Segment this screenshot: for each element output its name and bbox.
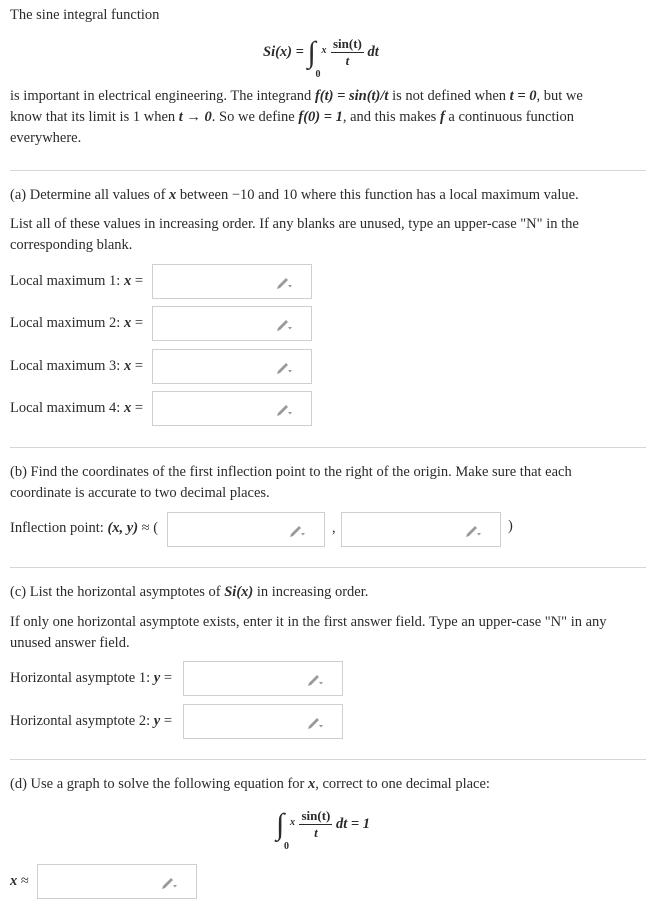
local-max-2-label: Local maximum 2: x =	[10, 315, 144, 331]
part-c-instructions: If only one horizontal asymptote exists, enter it in the first answer field. Type an upper-case "N" in any unused answer field.	[10, 614, 607, 651]
local-max-2-input[interactable]	[152, 306, 312, 341]
pencil-icon[interactable]	[160, 874, 178, 890]
integrand-fraction	[299, 808, 332, 841]
integral-sign: ∫ x 0	[276, 807, 295, 852]
asymptote-1-input[interactable]	[183, 661, 343, 696]
inflection-y-input[interactable]	[341, 512, 501, 547]
answer-x-label: x ≈	[10, 873, 29, 889]
pencil-icon[interactable]	[306, 671, 324, 687]
pencil-icon[interactable]	[306, 714, 324, 730]
local-max-4-input[interactable]	[152, 391, 312, 426]
inflection-x-input[interactable]	[167, 512, 325, 547]
local-max-3-input[interactable]	[152, 349, 312, 384]
close-paren: )	[508, 518, 513, 534]
asymptote-2-label: Horizontal asymptote 2: y =	[10, 713, 173, 729]
si-lhs: Si(x) =	[263, 43, 304, 60]
pencil-icon[interactable]	[275, 359, 293, 375]
local-max-1-label: Local maximum 1: x =	[10, 273, 144, 289]
part-d-question: (d) Use a graph to solve the following equation for x, correct to one decimal place:	[10, 776, 490, 792]
asymptote-2-input[interactable]	[183, 704, 343, 739]
equation-formula	[276, 807, 371, 852]
problem-title: The sine integral function	[10, 7, 160, 23]
answer-x-input[interactable]	[37, 864, 197, 899]
integral-sign: ∫ x 0	[307, 35, 327, 80]
si-formula	[263, 35, 379, 80]
pencil-icon[interactable]	[275, 316, 293, 332]
pencil-icon[interactable]	[275, 401, 293, 417]
integrand-denominator: t	[345, 53, 350, 68]
integrand-numerator: sin(t)	[332, 36, 362, 51]
integrand-fraction	[331, 36, 364, 69]
part-c-question: (c) List the horizontal asymptotes of Si(x) in increasing order.	[10, 584, 369, 600]
part-b-question: (b) Find the coordinates of the first inflection point to the right of the origin. Make sure that each coordinate is accurate to two decimal places.	[10, 464, 572, 501]
pencil-icon[interactable]	[464, 522, 482, 538]
coordinate-comma: ,	[332, 520, 336, 536]
differential: dt	[367, 43, 379, 60]
intro-paragraph: is important in electrical engineering. The integrand f(t) = sin(t)/t is not defined when t = 0, but we know that its limit is 1 when t → 0. So we define f(0) = 1, and this makes f a continuous function everywhere.	[10, 88, 583, 146]
integrand-numerator: sin(t)	[301, 808, 331, 823]
asymptote-1-label: Horizontal asymptote 1: y =	[10, 670, 173, 686]
pencil-icon[interactable]	[275, 274, 293, 290]
local-max-3-label: Local maximum 3: x =	[10, 358, 144, 374]
inflection-point-label: Inflection point: (x, y) ≈ (	[10, 520, 159, 536]
local-max-1-input[interactable]	[152, 264, 312, 299]
divider	[10, 170, 646, 171]
pencil-icon[interactable]	[288, 522, 306, 538]
divider	[10, 447, 646, 448]
divider	[10, 567, 646, 568]
part-a-instructions: List all of these values in increasing order. If any blanks are unused, type an upper-case "N" in the corresponding blank.	[10, 216, 579, 253]
part-a-question: (a) Determine all values of x between −10 and 10 where this function has a local maximum value.	[10, 187, 579, 203]
integrand-denominator: t	[314, 825, 318, 840]
equation-rhs: dt = 1	[335, 815, 371, 832]
local-max-4-label: Local maximum 4: x =	[10, 400, 144, 416]
divider	[10, 759, 646, 760]
